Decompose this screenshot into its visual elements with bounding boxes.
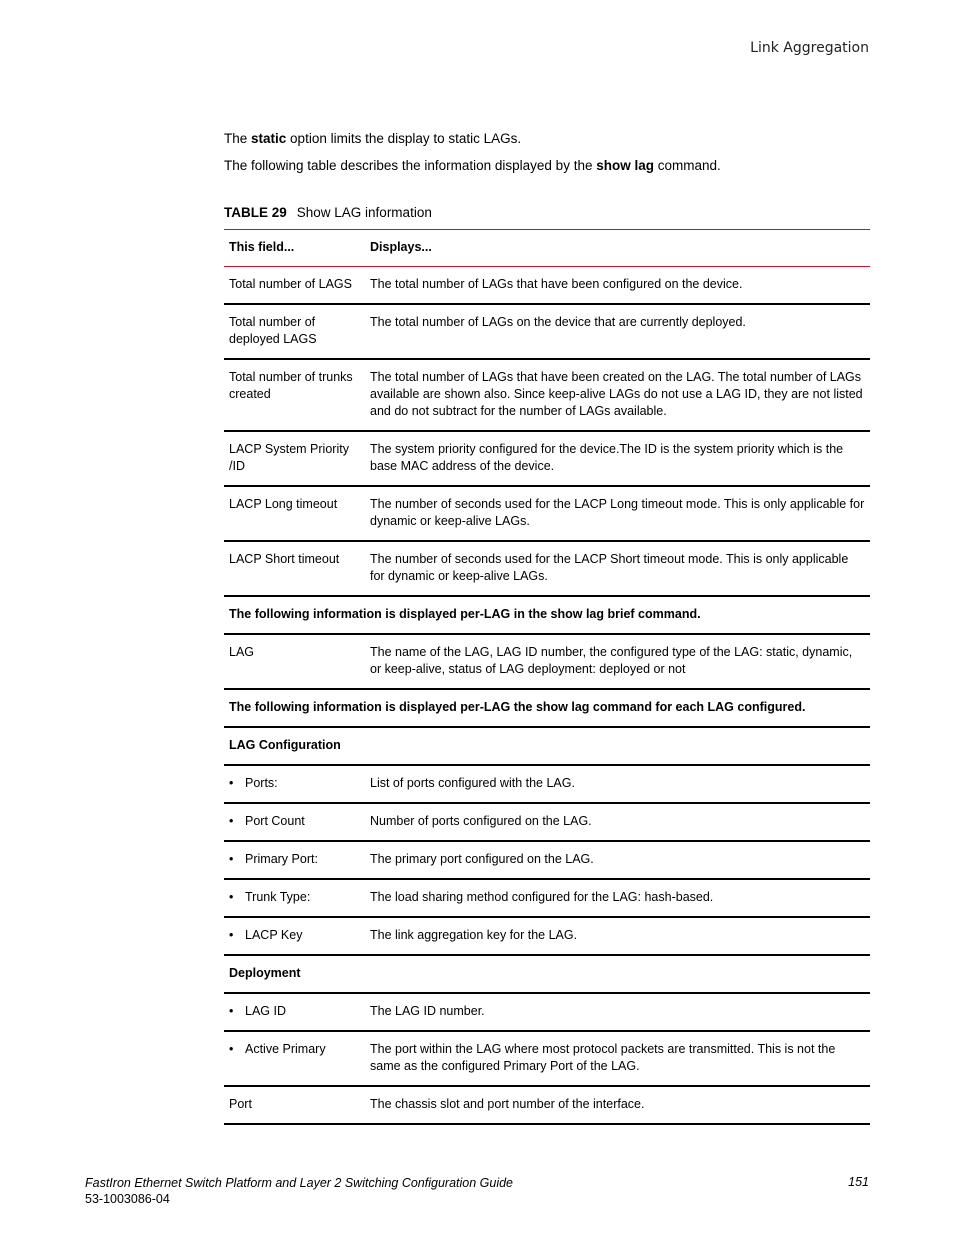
bullet-icon: • [229, 1004, 234, 1018]
field-cell [224, 1086, 365, 1124]
table-row [224, 917, 870, 955]
table-row [224, 993, 870, 1031]
table-row [224, 541, 870, 596]
footer-page-number: 151 [848, 1175, 869, 1189]
footer-left [85, 1175, 513, 1207]
section-heading: The following information is displayed per-LAG the show lag command for each LAG configured. [229, 700, 806, 714]
table-row [224, 304, 870, 359]
table-row [224, 803, 870, 841]
field-label: Port Count [245, 814, 305, 828]
field-label: LACP Key [245, 928, 303, 942]
bullet-icon: • [229, 814, 234, 828]
field-cell [224, 803, 365, 841]
field-label: Total number of trunks created [229, 370, 353, 401]
table-row [224, 1031, 870, 1086]
table-caption-label: TABLE 29 [224, 205, 287, 220]
bullet-icon: • [229, 1042, 234, 1056]
description-cell: The primary port configured on the LAG. [370, 852, 594, 866]
field-label: Trunk Type: [245, 890, 311, 904]
description-cell: The port within the LAG where most protocol packets are transmitted. This is not the same as the configured Primary Port of the LAG. [370, 1042, 836, 1073]
footer-guide-title: FastIron Ethernet Switch Platform and Layer 2 Switching Configuration Guide [85, 1176, 513, 1190]
table-section-row [224, 689, 870, 727]
description-cell: The chassis slot and port number of the interface. [370, 1097, 645, 1111]
field-label: Active Primary [245, 1042, 326, 1056]
intro-paragraph-1: The static option limits the display to static LAGs. [224, 131, 522, 146]
table-row [224, 486, 870, 541]
field-label: Port [229, 1097, 252, 1111]
table-row [224, 1086, 870, 1124]
description-cell: The total number of LAGs that have been created on the LAG. The total number of LAGs available are shown also. Since keep-alive LAGs do not use a LAG ID, they are not listed and do not subtract for the number of LAGs available. [370, 370, 863, 418]
table-body [224, 267, 870, 1125]
field-cell [224, 879, 365, 917]
description-cell: The link aggregation key for the LAG. [370, 928, 578, 942]
field-label: LAG ID [245, 1004, 286, 1018]
field-cell [224, 359, 365, 431]
bullet-icon: • [229, 890, 234, 904]
section-heading: The following information is displayed per-LAG in the show lag brief command. [229, 607, 701, 621]
column-header-displays: Displays... [370, 240, 432, 254]
bullet-icon: • [229, 928, 234, 942]
field-cell [224, 304, 365, 359]
field-cell [224, 917, 365, 955]
table-row [224, 634, 870, 689]
intro-paragraph-2: The following table describes the information displayed by the show lag command. [224, 158, 721, 173]
table-row [224, 765, 870, 803]
description-cell: The system priority configured for the device.The ID is the system priority which is the base MAC address of the device. [370, 442, 844, 473]
description-cell: The total number of LAGs on the device that are currently deployed. [370, 315, 746, 329]
field-cell [224, 431, 365, 486]
table-row [224, 359, 870, 431]
field-cell [224, 765, 365, 803]
description-cell: Number of ports configured on the LAG. [370, 814, 592, 828]
bullet-icon: • [229, 776, 234, 790]
field-label: LACP Long timeout [229, 497, 338, 511]
section-heading: LAG Configuration [229, 738, 341, 752]
description-cell: The name of the LAG, LAG ID number, the configured type of the LAG: static, dynamic, or keep-alive, status of LAG deployment: deployed or not [370, 645, 853, 676]
table-caption-title: Show LAG information [296, 205, 432, 220]
field-cell [224, 841, 365, 879]
description-cell: The number of seconds used for the LACP Long timeout mode. This is only applicable for dynamic or keep-alive LAGs. [370, 497, 865, 528]
table-header-row [224, 230, 870, 267]
table-section-row [224, 955, 870, 993]
table-caption [224, 205, 432, 220]
field-label: LACP Short timeout [229, 552, 340, 566]
field-cell [224, 486, 365, 541]
field-cell [224, 267, 365, 305]
description-cell: List of ports configured with the LAG. [370, 776, 575, 790]
table-row [224, 879, 870, 917]
table-section-row [224, 727, 870, 765]
field-cell [224, 634, 365, 689]
field-cell [224, 993, 365, 1031]
field-label: Primary Port: [245, 852, 318, 866]
field-label: Total number of LAGS [229, 277, 352, 291]
field-cell [224, 541, 365, 596]
table-row [224, 431, 870, 486]
description-cell: The total number of LAGs that have been configured on the device. [370, 277, 743, 291]
table-row [224, 841, 870, 879]
description-cell: The LAG ID number. [370, 1004, 485, 1018]
description-cell: The load sharing method configured for the LAG: hash-based. [370, 890, 714, 904]
table-section-row [224, 596, 870, 634]
field-label: Total number of deployed LAGS [229, 315, 317, 346]
footer-doc-number: 53-1003086-04 [85, 1192, 170, 1206]
description-cell: The number of seconds used for the LACP Short timeout mode. This is only applicable for dynamic or keep-alive LAGs. [370, 552, 849, 583]
field-label: LAG [229, 645, 255, 659]
bullet-icon: • [229, 852, 234, 866]
column-header-field: This field... [229, 240, 295, 254]
field-label: LACP System Priority /ID [229, 442, 349, 473]
field-cell [224, 1031, 365, 1086]
table-row [224, 267, 870, 305]
field-label: Ports: [245, 776, 278, 790]
section-heading: Deployment [229, 966, 301, 980]
running-header: Link Aggregation [750, 40, 869, 56]
show-lag-information-table [224, 229, 870, 1125]
